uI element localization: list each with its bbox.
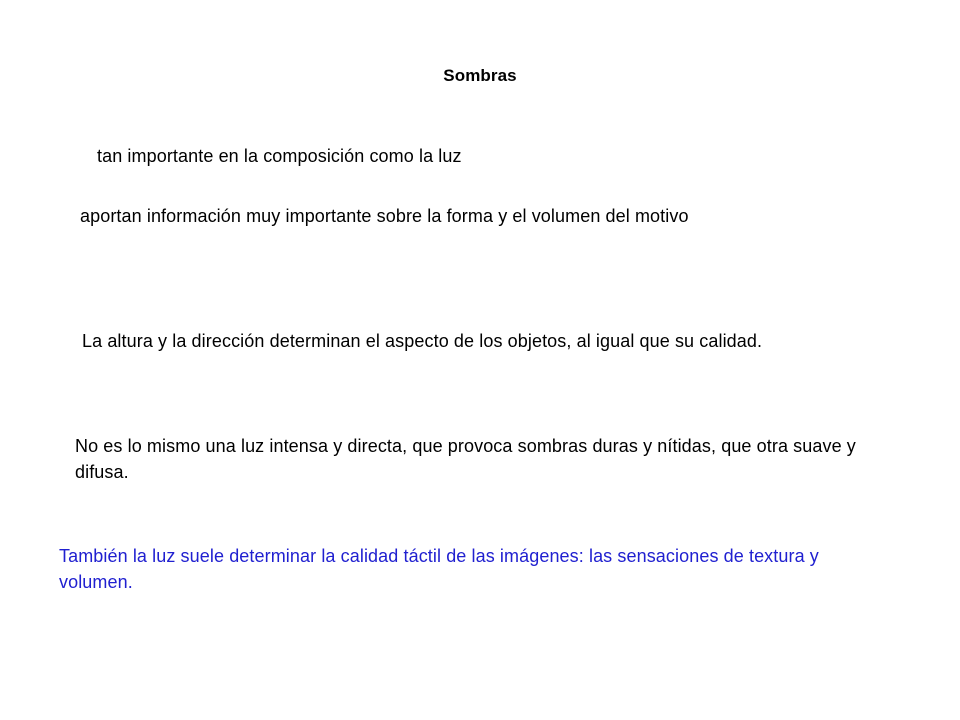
slide-title: Sombras (443, 66, 517, 85)
text-shadows-importance: tan importante en la composición como la luz (97, 146, 462, 166)
text-tactile-quality: También la luz suele determinar la calidad táctil de las imágenes: las sensaciones de textura y volumen. (59, 546, 819, 592)
text-light-types: No es lo mismo una luz intensa y directa, que provoca sombras duras y nítidas, que otra suave y difusa. (75, 436, 856, 482)
text-shadows-information: aportan información muy importante sobre la forma y el volumen del motivo (80, 206, 689, 226)
text-height-direction: La altura y la dirección determinan el aspecto de los objetos, al igual que su calidad. (82, 331, 763, 351)
